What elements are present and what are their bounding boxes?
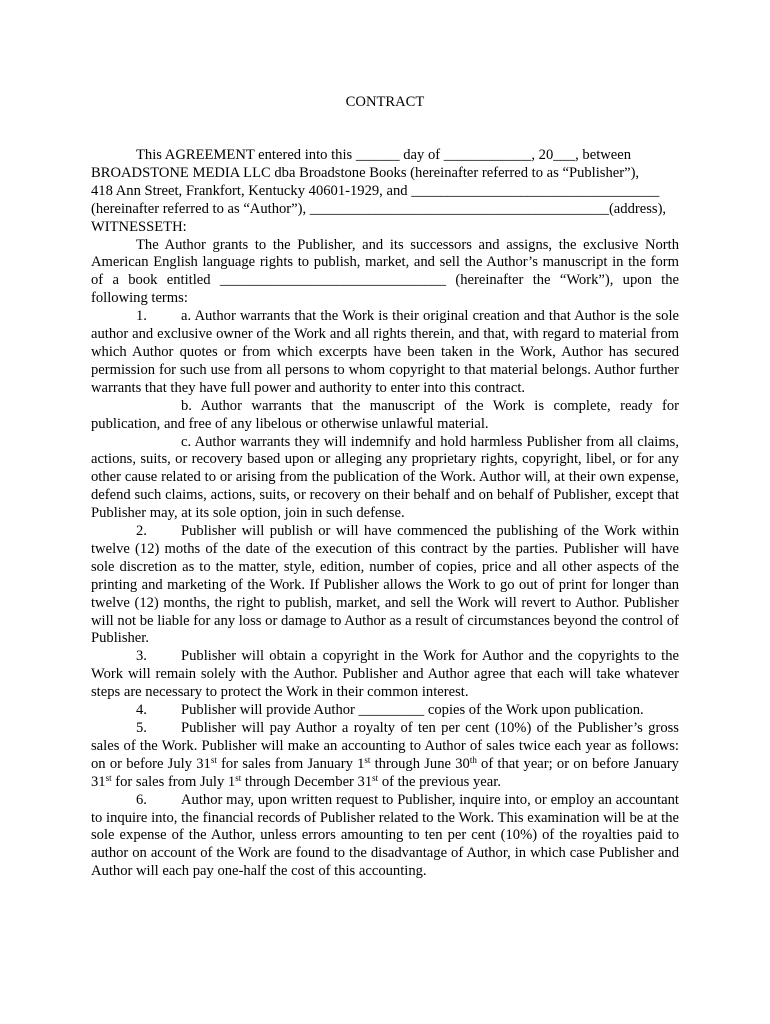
section-1a bbox=[91, 308, 679, 398]
document-body bbox=[91, 147, 679, 881]
section-number: 2. bbox=[136, 523, 147, 540]
section-1c: c. Author warrants they will indemnify and hold harmless Publisher from all claims, actions, suits, or recovery based upon or alleging any proprietary rights, copyright, libel, or for any other cause related to or arising from the publication of the Work. Author will, at their own expense, defend such claims, actions, suits, or recovery on their behalf and on behalf of Publisher, except that Publisher may, at its sole option, join in such defense. bbox=[91, 433, 679, 522]
section-2-text: Publisher will publish or will have commenced the publishing of the Work within twelve (12) moths of the date of the execution of this contract by the parties. Publisher will have sole discretion as to the matter, style, edition, number of copies, price and all other aspects of the printing and marketing of the Work. If Publisher allows the Work to go out of print for longer than twelve (12) months, the right to publish, market, and sell the Work will revert to Author. Publisher will not be liable for any loss or damage to Author as a result of circumstances beyond the control of Publisher. bbox=[91, 523, 679, 647]
section-3 bbox=[91, 648, 679, 702]
section-number: 4. bbox=[136, 702, 147, 719]
section-3-text: Publisher will obtain a copyright in the Work for Author and the copyrights to the Work will remain solely with the Author. Publisher and Author agree that each will take whatever steps are necessary to protect the Work in their common interest. bbox=[91, 648, 679, 701]
text-run: through June 30 bbox=[370, 755, 470, 772]
section-6 bbox=[91, 792, 679, 882]
superscript: st bbox=[210, 754, 217, 765]
section-1b: b. Author warrants that the manuscript of the Work is complete, ready for publication, and free of any libelous or otherwise unlawful material. bbox=[91, 397, 679, 432]
superscript: st bbox=[235, 772, 242, 783]
text-run: for sales from January 1 bbox=[216, 755, 365, 772]
text-run: of the previous year. bbox=[378, 773, 501, 790]
intro-line-1: This AGREEMENT entered into this ______ day of ____________, 20___, between bbox=[136, 147, 632, 163]
superscript: st bbox=[364, 754, 371, 765]
text-run: Publisher will pay Author a royalty of ten per cent (10%) of the Publisher’s gross sales of the Work. Publisher will make an accounting to Author of sales twice each year as follows: on or before July 31 bbox=[91, 720, 679, 772]
intro-line-3: 418 Ann Street, Frankfort, Kentucky 40601-1929, and __________________________________ bbox=[91, 182, 660, 199]
section-4 bbox=[91, 702, 679, 720]
intro-line-2: BROADSTONE MEDIA LLC dba Broadstone Books (hereinafter referred to as “Publisher”), bbox=[91, 164, 640, 181]
text-run: for sales from July 1 bbox=[111, 773, 236, 790]
intro-line-4: (hereinafter referred to as “Author”), _________________________________________(address), bbox=[91, 200, 667, 217]
section-6-text: Author may, upon written request to Publisher, inquire into, or employ an accountant to inquire into, the financial records of Publisher related to the Work. This examination will be at the sole expense of the Author, unless errors amounting to ten per cent (10%) of the royalties paid to author on account of the Work are found to the disadvantage of Author, in which case Publisher and Author will each pay one-half the cost of this accounting. bbox=[91, 791, 679, 880]
section-number: 5. bbox=[136, 720, 147, 736]
text-run: through December 31 bbox=[241, 773, 373, 790]
section-number: 6. bbox=[136, 791, 147, 808]
section-5 bbox=[91, 720, 679, 792]
intro-line-5: WITNESSETH: bbox=[91, 218, 187, 235]
grant-paragraph: The Author grants to the Publisher, and its successors and assigns, the exclusive North American English language rights to publish, market, and sell the Author’s manuscript in the form of a book entitled _______________________________ (hereinafter the “Work”), upon the following terms: bbox=[91, 236, 679, 307]
section-number: 1. bbox=[136, 308, 147, 325]
section-1a-text: a. Author warrants that the Work is their original creation and that Author is the sole author and exclusive owner of the Work and all rights therein, and that, with regard to material from which Author quotes or from which excerpts have been taken in the Work, Author has secured permission for such use from all persons to whom copyright to that material belongs. Author further warrants that they have full power and authority to enter into this contract. bbox=[91, 308, 679, 396]
superscript: st bbox=[105, 772, 112, 783]
section-number: 3. bbox=[136, 648, 147, 665]
superscript: st bbox=[372, 772, 379, 783]
section-2 bbox=[91, 523, 679, 648]
text-run: of that year; or on before January 31 bbox=[91, 755, 679, 790]
superscript: th bbox=[469, 754, 477, 765]
section-4-text: Publisher will provide Author _________ copies of the Work upon publication. bbox=[181, 702, 644, 719]
document-title: CONTRACT bbox=[345, 94, 425, 110]
